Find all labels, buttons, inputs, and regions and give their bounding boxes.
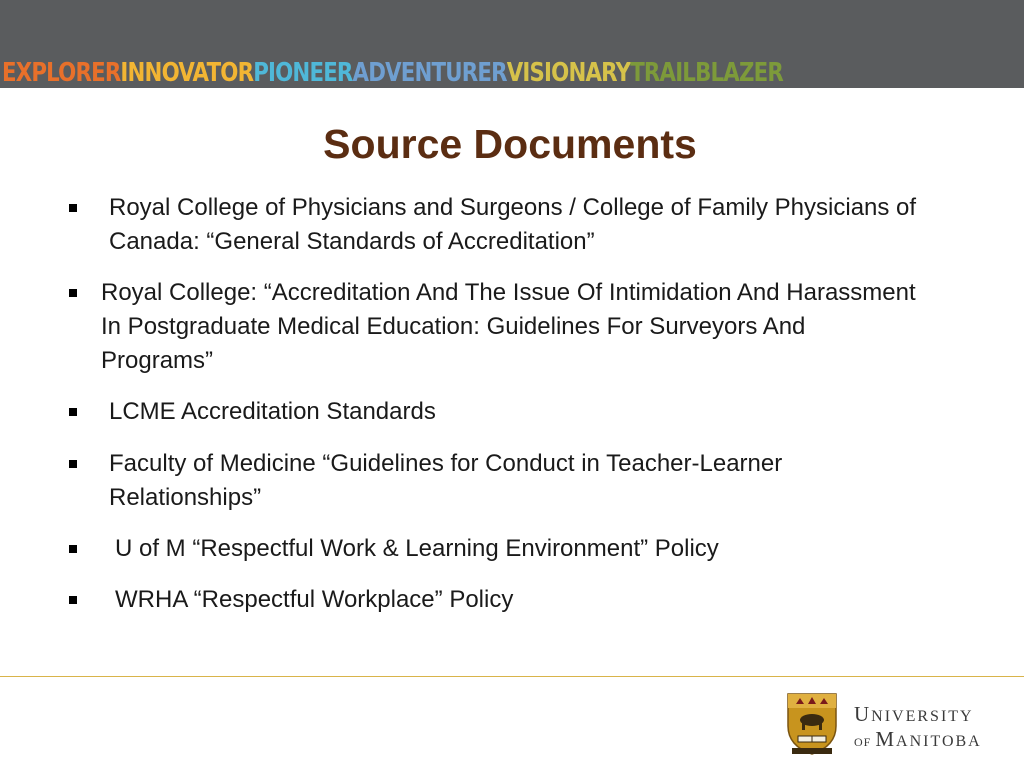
square-bullet-icon — [69, 460, 77, 468]
bullet-item — [115, 532, 915, 566]
logo-initial-u: U — [854, 702, 872, 726]
bullet-text: Faculty of Medicine “Guidelines for Conduct in Teacher-Learner Relationships” — [109, 450, 783, 511]
banner-word-explorer: EXPLORER — [2, 58, 121, 88]
square-bullet-icon — [69, 545, 77, 553]
logo-wordmark-university — [854, 702, 974, 727]
logo-wordmark-manitoba — [854, 727, 982, 752]
logo-of: OF — [854, 735, 872, 749]
logo-rest-university: NIVERSITY — [871, 708, 974, 725]
logo-initial-m: M — [875, 727, 897, 751]
bullet-text: Royal College of Physicians and Surgeons / College of Family Physicians of Canada: “General Standards of Accreditation” — [109, 194, 917, 255]
university-crest-icon — [784, 692, 840, 756]
banner-word-pioneer: PIONEER — [253, 58, 353, 88]
banner-word-visionary: VISIONARY — [506, 58, 631, 88]
bullet-text: Royal College: “Accreditation And The Issue Of Intimidation And Harassment In Postgraduate Medical Education: Guidelines For Surveyors And Programs” — [101, 279, 916, 374]
bullet-item — [109, 447, 939, 515]
banner-word-trailblazer: TRAILBLAZER — [630, 58, 783, 88]
logo-rest-manitoba: ANITOBA — [896, 733, 982, 750]
square-bullet-icon — [69, 596, 77, 604]
banner-word-adventurer: ADVENTURER — [352, 58, 507, 88]
bullet-item — [115, 583, 915, 617]
square-bullet-icon — [69, 408, 77, 416]
bullet-text: WRHA “Respectful Workplace” Policy — [115, 586, 514, 613]
bullet-item — [109, 395, 909, 429]
square-bullet-icon — [69, 289, 77, 297]
bullet-item — [101, 276, 921, 378]
header-banner — [0, 0, 1024, 88]
banner-words — [2, 58, 783, 88]
square-bullet-icon — [69, 204, 77, 212]
footer-divider — [0, 676, 1024, 677]
bullet-text: LCME Accreditation Standards — [109, 398, 436, 425]
slide-title: Source Documents — [323, 121, 697, 167]
banner-word-innovator: INNOVATOR — [120, 58, 254, 88]
bullet-text: U of M “Respectful Work & Learning Environment” Policy — [115, 535, 719, 562]
bullet-item — [109, 191, 919, 259]
university-logo — [784, 692, 1008, 758]
